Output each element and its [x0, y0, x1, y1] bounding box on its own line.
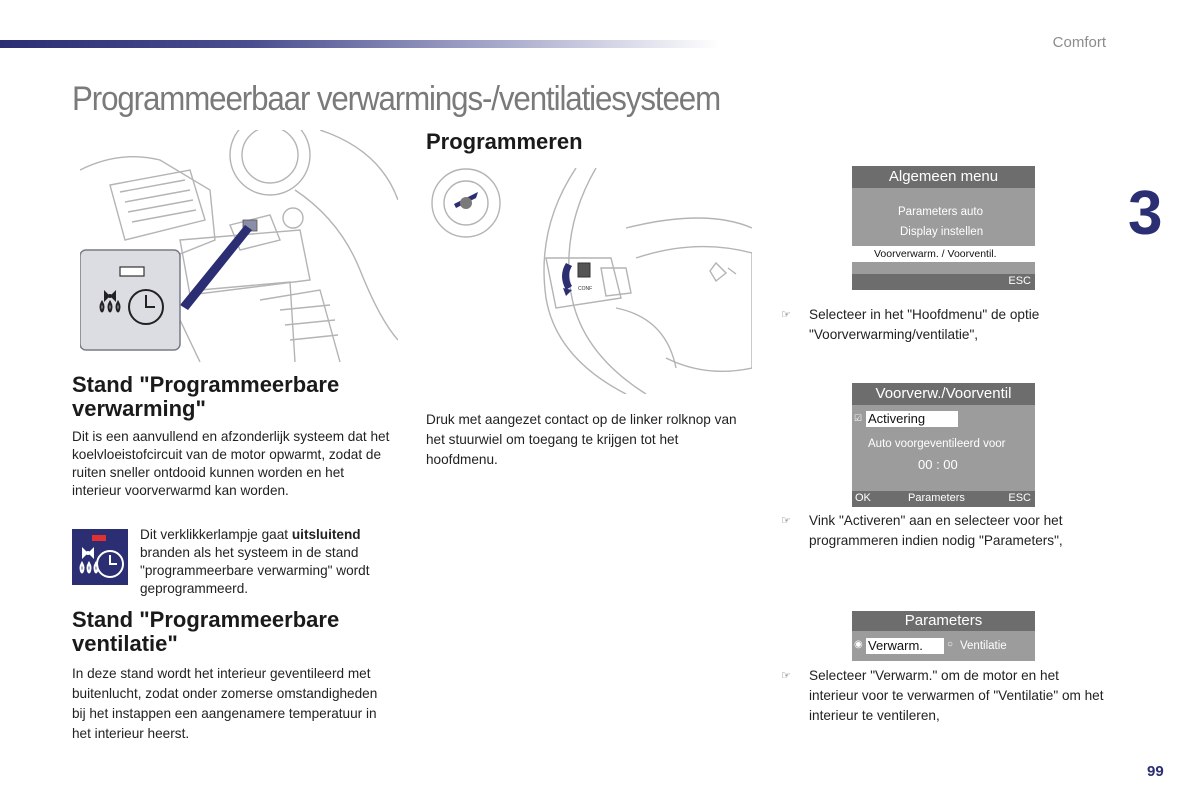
option-ventilatie[interactable]: Ventilatie: [960, 640, 1007, 652]
menu-item-voorverwarm-selected[interactable]: Voorverwarm. / Voorventil.: [852, 246, 1035, 262]
chapter-number: 3: [1128, 179, 1163, 248]
section-label: Comfort: [1052, 34, 1106, 51]
radio-unselected-icon[interactable]: ○: [947, 639, 954, 650]
screen-footer: [852, 274, 1035, 290]
screen-voorverw-voorventil: [852, 383, 1035, 507]
screen-title: Parameters: [852, 611, 1035, 631]
paragraph-programmeren: Druk met aangezet contact op de linker rolknop van het stuurwiel om toegang te krijgen tot het hoofdmenu.: [426, 412, 737, 467]
menu-item-display-instellen[interactable]: Display instellen: [900, 226, 984, 238]
programmeren-heading: Programmeren: [426, 129, 583, 154]
page-title: Programmeerbaar verwarmings-/ventilatiesysteem: [72, 80, 721, 118]
option-verwarm[interactable]: Verwarm.: [866, 638, 944, 654]
activering-checkbox-label[interactable]: Activering: [866, 411, 958, 427]
screen-algemeen-menu: [852, 166, 1035, 290]
checkbox-icon[interactable]: ☑: [854, 413, 863, 423]
heating-timer-indicator-icon: [72, 529, 128, 585]
page-number: 99: [1147, 763, 1164, 780]
screen-title: Algemeen menu: [852, 166, 1035, 188]
indicator-description: Dit verklikkerlampje gaat uitsluitend branden als het systeem in de stand "programmeerbare verwarming" wordt geprogrammeerd.: [140, 527, 370, 596]
ok-button[interactable]: OK: [855, 492, 871, 504]
header-gradient-bar: [0, 40, 720, 48]
menu-item-parameters-auto[interactable]: Parameters auto: [898, 206, 984, 218]
screen-footer: [852, 491, 1035, 507]
dashboard-illustration: [80, 130, 398, 362]
screen-parameters: [852, 611, 1035, 661]
steering-wheel-illustration: [426, 168, 752, 394]
paragraph-verwarming: Dit is een aanvullend en afzonderlijk systeem dat het koelvloeistofcircuit van de motor opwarmt, zodat de ruiten sneller ontdooid kunnen worden en het interieur voorverwarmd kan worden.: [72, 429, 390, 498]
pointing-hand-icon: ☞: [781, 670, 791, 682]
pointing-hand-icon: ☞: [781, 515, 791, 527]
heading-programmeerbare-ventilatie: Stand "Programmeerbare ventilatie": [72, 607, 340, 656]
auto-voorgeventileerd-label: Auto voorgeventileerd voor: [868, 438, 1006, 450]
parameters-button[interactable]: Parameters: [908, 492, 965, 504]
time-value[interactable]: 00 : 00: [918, 457, 958, 472]
screen-title: Voorverw./Voorventil: [852, 383, 1035, 405]
paragraph-ventilatie: In deze stand wordt het interieur geventileerd met buitenlucht, zodat onder zomerse omstandigheden bij het instappen een aangenamere temperatuur in het interieur heerst.: [72, 666, 378, 741]
conf-label: CONF: [578, 286, 593, 292]
pointing-hand-icon: ☞: [781, 309, 791, 321]
heading-programmeerbare-verwarming: Stand "Programmeerbare verwarming": [72, 372, 340, 421]
esc-button[interactable]: ESC: [1008, 492, 1031, 504]
esc-button[interactable]: ESC: [1008, 275, 1031, 287]
radio-selected-icon[interactable]: ◉: [854, 639, 863, 650]
